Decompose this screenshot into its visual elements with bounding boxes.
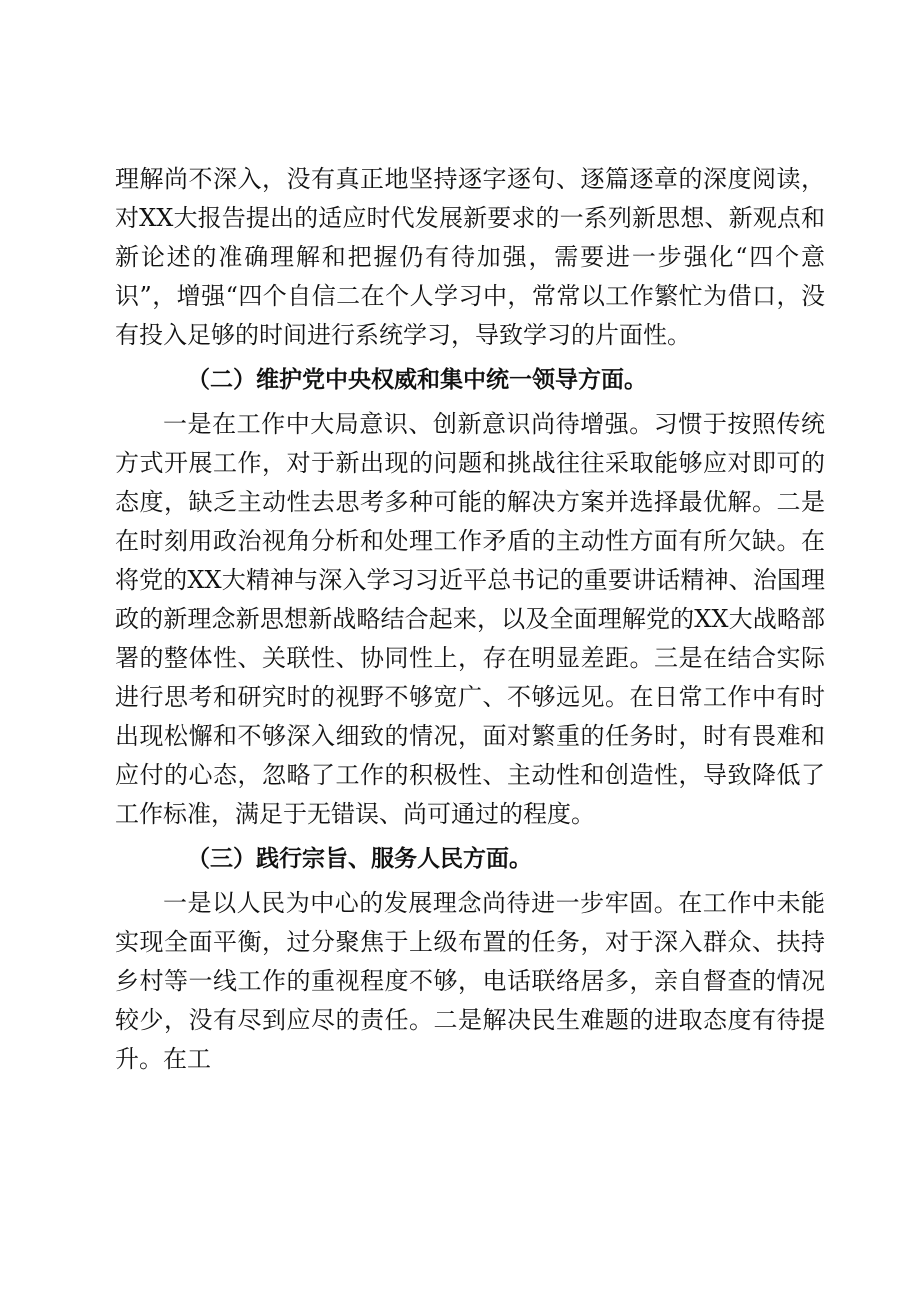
paragraph-leadership: 一是在工作中大局意识、创新意识尚待增强。习惯于按照传统方式开展工作，对于新出现的问题和挑战往往采取能够应对即可的态度，缺乏主动性去思考多种可能的解决方案并选择最优解。二是在时刻用政治视角分析和处理工作矛盾的主动性方面有所欠缺。在将党的XX大精神与深入学习习近平总书记的重要讲话精神、治国理政的新理念新思想新战略结合起来，以及全面理解党的XX大战略部署的整体性、关联性、协同性上，存在明显差距。三是在结合实际进行思考和研究时的视野不够宽广、不够远见。在日常工作中有时出现松懈和不够深入细致的情况，面对繁重的任务时，时有畏难和应付的心态，忽略了工作的积极性、主动性和创造性，导致降低了工作标准，满足于无错误、尚可通过的程度。 — [115, 410, 825, 828]
paragraph-study: 理解尚不深入，没有真正地坚持逐字逐句、逐篇逐章的深度阅读，对XX大报告提出的适应时代发展新要求的一系列新思想、新观点和新论述的准确理解和把握仍有待加强，需要进一步强化“四个意识”，增强“四个自信二在个人学习中，常常以工作繁忙为借口，没有投入足够的时间进行系统学习，导致学习的片面性。 — [115, 165, 825, 349]
document-page — [115, 160, 825, 1079]
paragraph-service: 一是以人民为中心的发展理念尚待进一步牢固。在工作中未能实现全面平衡，过分聚焦于上级布置的任务，对于深入群众、扶持乡村等一线工作的重视程度不够，电话联络居多，亲自督查的情况较少，没有尽到应尽的责任。二是解决民生难题的进取态度有待提升。在工 — [115, 889, 825, 1073]
section-heading-3: （三）践行宗旨、服务人民方面。 — [187, 846, 532, 872]
section-heading-2: （二）维护党中央权威和集中统一领导方面。 — [187, 367, 647, 393]
